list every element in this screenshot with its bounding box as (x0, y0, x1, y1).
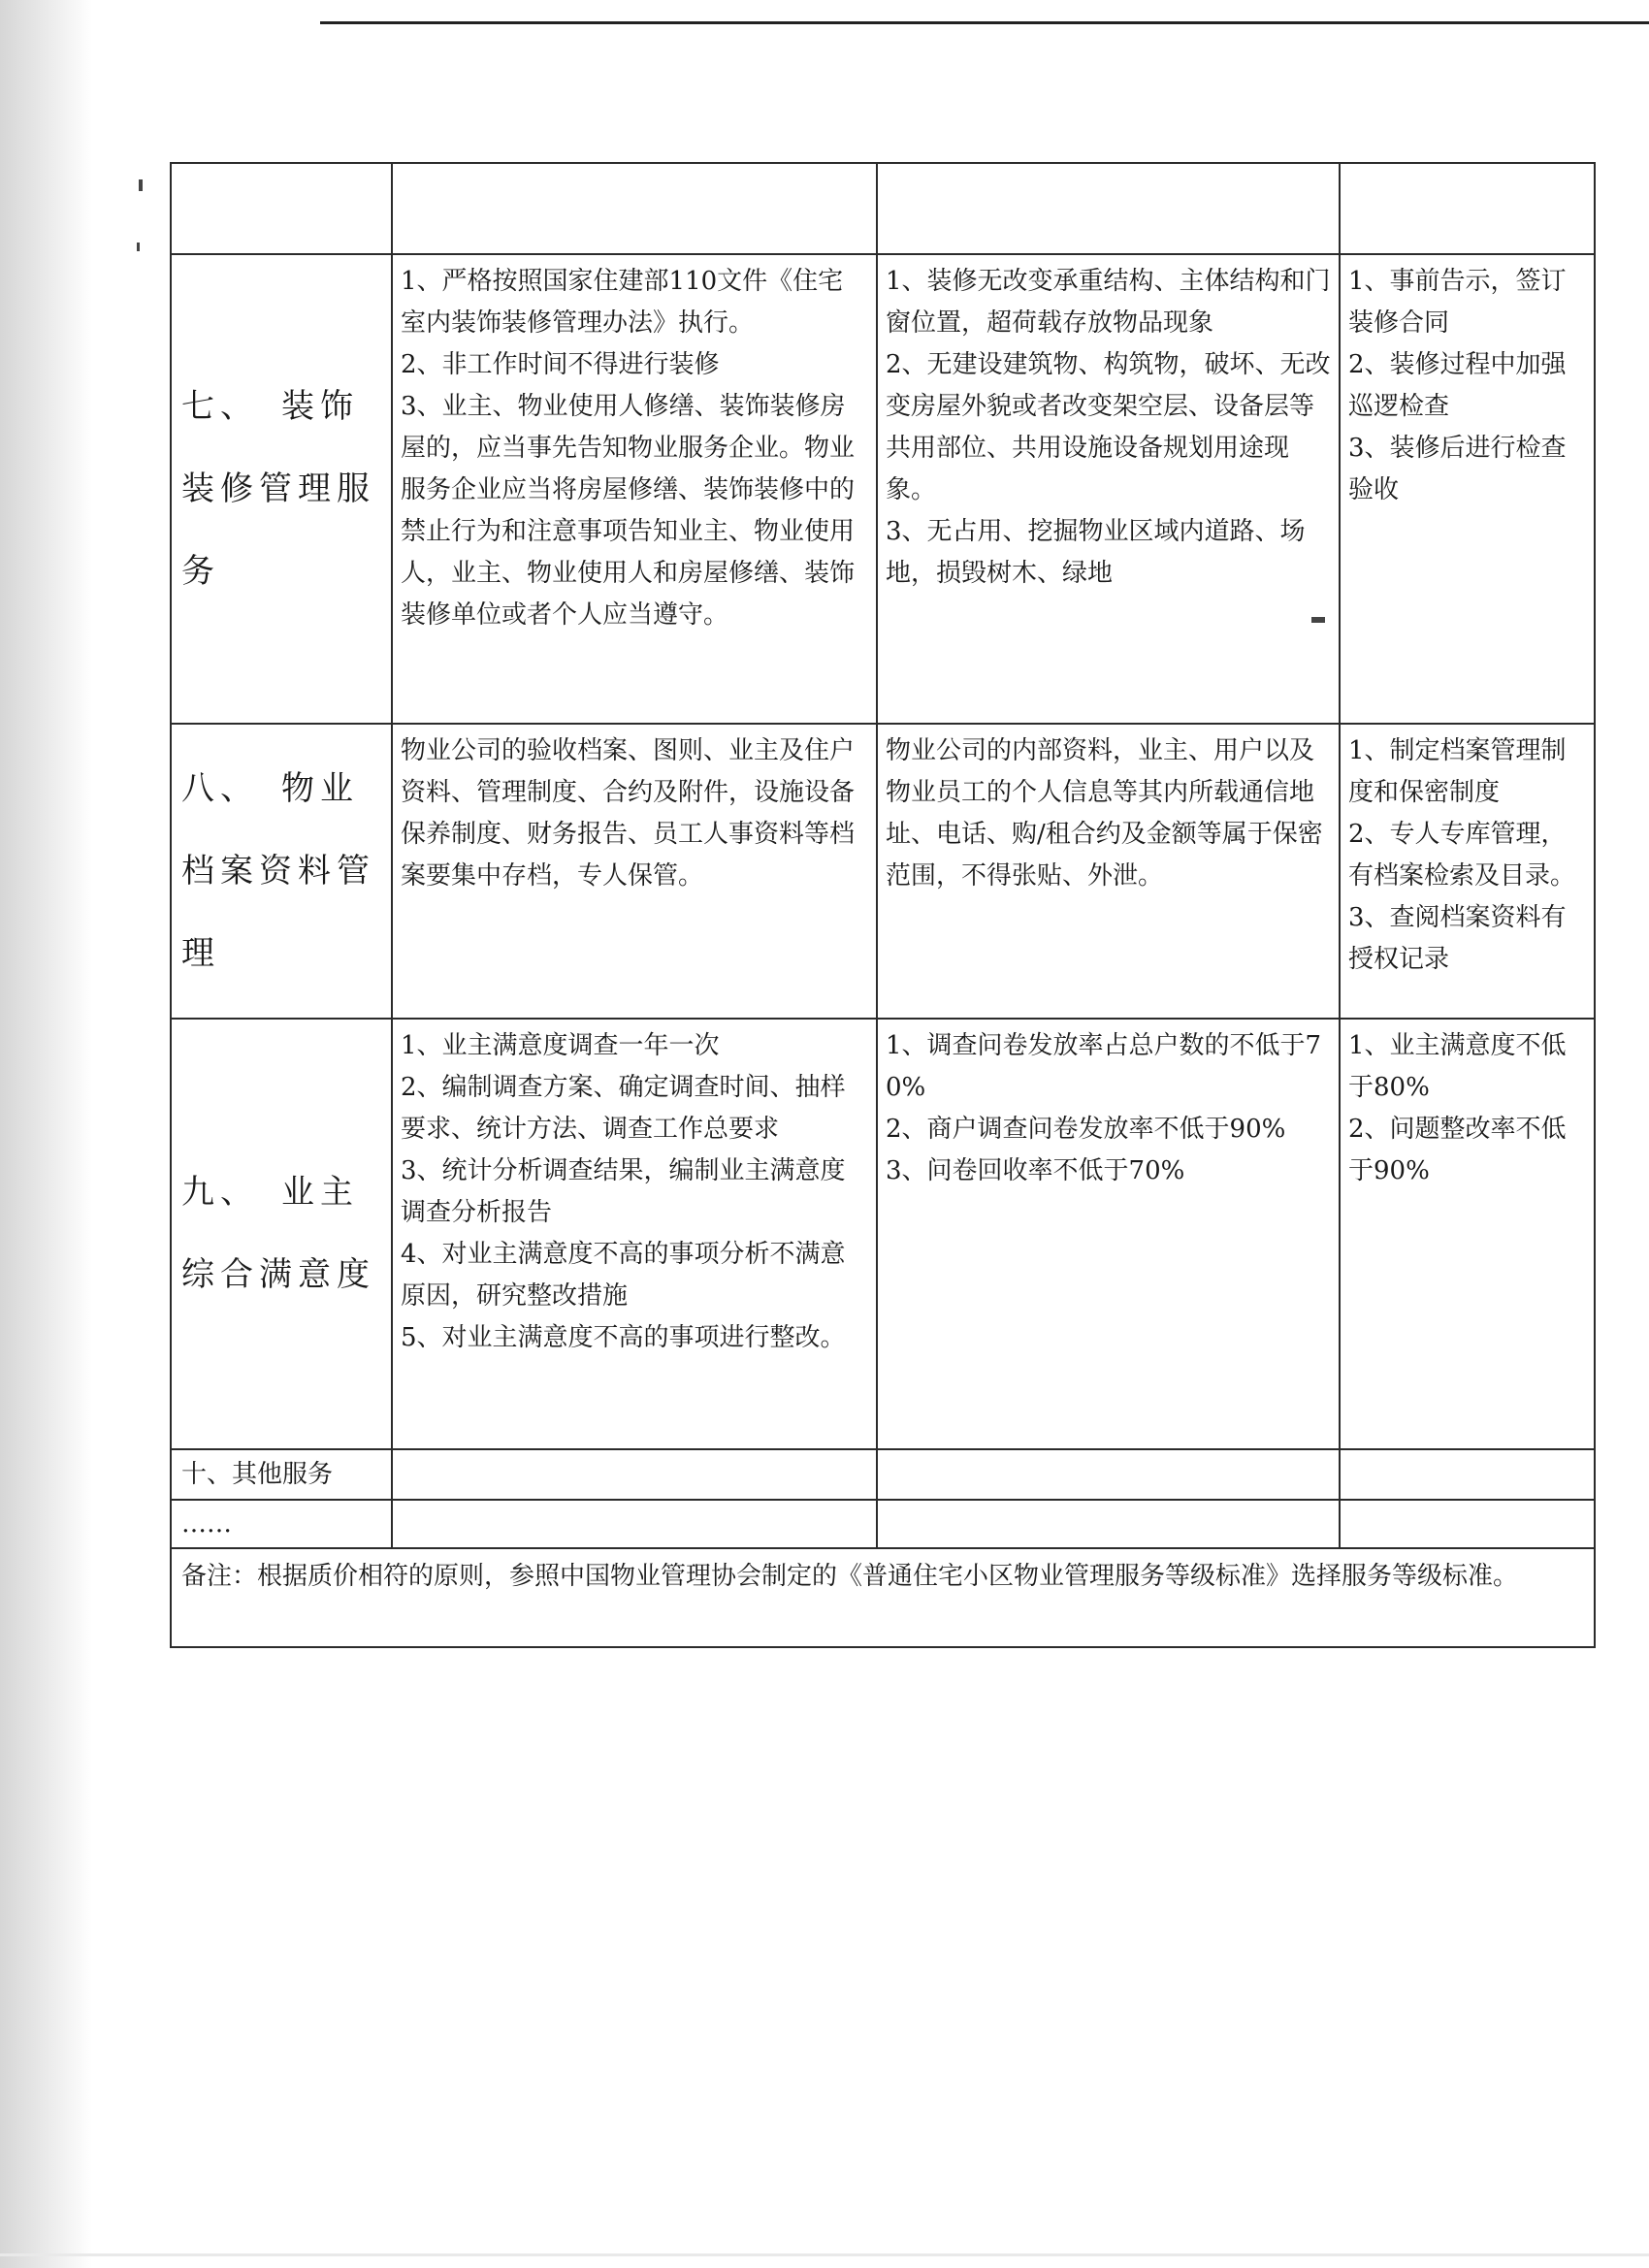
service-standard-table (170, 162, 1596, 1648)
content-cell (392, 1500, 877, 1548)
standard-cell: 1、调查问卷发放率占总户数的不低于70% 2、商户调查问卷发放率不低于90% 3、问卷回收率不低于70% (877, 1019, 1340, 1449)
content-cell (392, 163, 877, 254)
content-cell (392, 1449, 877, 1500)
table-row (171, 163, 1595, 254)
category-cell: 七、 装饰装修管理服务 (171, 254, 392, 724)
standard-cell (877, 163, 1340, 254)
category-cell: …… (171, 1500, 392, 1548)
measures-cell: 1、制定档案管理制度和保密制度 2、专人专库管理，有档案检索及目录。 3、查阅档案资料有授权记录 (1340, 724, 1595, 1019)
table-row (171, 724, 1595, 1019)
measures-cell: 1、业主满意度不低于80% 2、问题整改率不低于90% (1340, 1019, 1595, 1449)
table-row (171, 1019, 1595, 1449)
table-row (171, 1449, 1595, 1500)
standard-cell: 物业公司的内部资料，业主、用户以及物业员工的个人信息等其内所载通信地址、电话、购/租合约及金额等属于保密范围，不得张贴、外泄。 (877, 724, 1340, 1019)
table-row (171, 1500, 1595, 1548)
standard-cell (877, 1500, 1340, 1548)
measures-cell (1340, 1500, 1595, 1548)
table-row (171, 254, 1595, 724)
standard-cell: 1、装修无改变承重结构、主体结构和门窗位置，超荷载存放物品现象 2、无建设建筑物、构筑物，破坏、无改变房屋外貌或者改变架空层、设备层等共用部位、共用设施设备规划用途现象。 3、无占用、挖掘物业区域内道路、场地，损毁树木、绿地 (877, 254, 1340, 724)
category-cell: 八、 物业档案资料管理 (171, 724, 392, 1019)
measures-cell (1340, 1449, 1595, 1500)
content-cell: 1、严格按照国家住建部110文件《住宅室内装饰装修管理办法》执行。 2、非工作时间不得进行装修 3、业主、物业使用人修缮、装饰装修房屋的，应当事先告知物业服务企业。物业服务企业应当将房屋修缮、装饰装修中的禁止行为和注意事项告知业主、物业使用人，业主、物业使用人和房屋修缮、装饰装修单位或者个人应当遵守。 (392, 254, 877, 724)
scan-shadow-left (0, 0, 92, 2268)
scan-edge-top (320, 21, 1649, 24)
table-row (171, 1548, 1595, 1647)
content-cell: 物业公司的验收档案、图则、业主及住户资料、管理制度、合约及附件，设施设备保养制度、财务报告、员工人事资料等档案要集中存档，专人保管。 (392, 724, 877, 1019)
category-cell: 十、其他服务 (171, 1449, 392, 1500)
scan-edge-bottom (0, 2253, 1649, 2256)
standard-cell (877, 1449, 1340, 1500)
category-cell (171, 163, 392, 254)
remarks-note: 备注：根据质价相符的原则，参照中国物业管理协会制定的《普通住宅小区物业管理服务等级标准》选择服务等级标准。 (171, 1548, 1595, 1647)
scan-speck (137, 243, 140, 251)
content-cell: 1、业主满意度调查一年一次 2、编制调查方案、确定调查时间、抽样要求、统计方法、调查工作总要求 3、统计分析调查结果，编制业主满意度调查分析报告 4、对业主满意度不高的事项分析不满意原因，研究整改措施 5、对业主满意度不高的事项进行整改。 (392, 1019, 877, 1449)
measures-cell (1340, 163, 1595, 254)
scan-speck (139, 179, 143, 191)
category-cell: 九、 业主综合满意度 (171, 1019, 392, 1449)
measures-cell: 1、事前告示，签订装修合同 2、装修过程中加强巡逻检查 3、装修后进行检查验收 (1340, 254, 1595, 724)
